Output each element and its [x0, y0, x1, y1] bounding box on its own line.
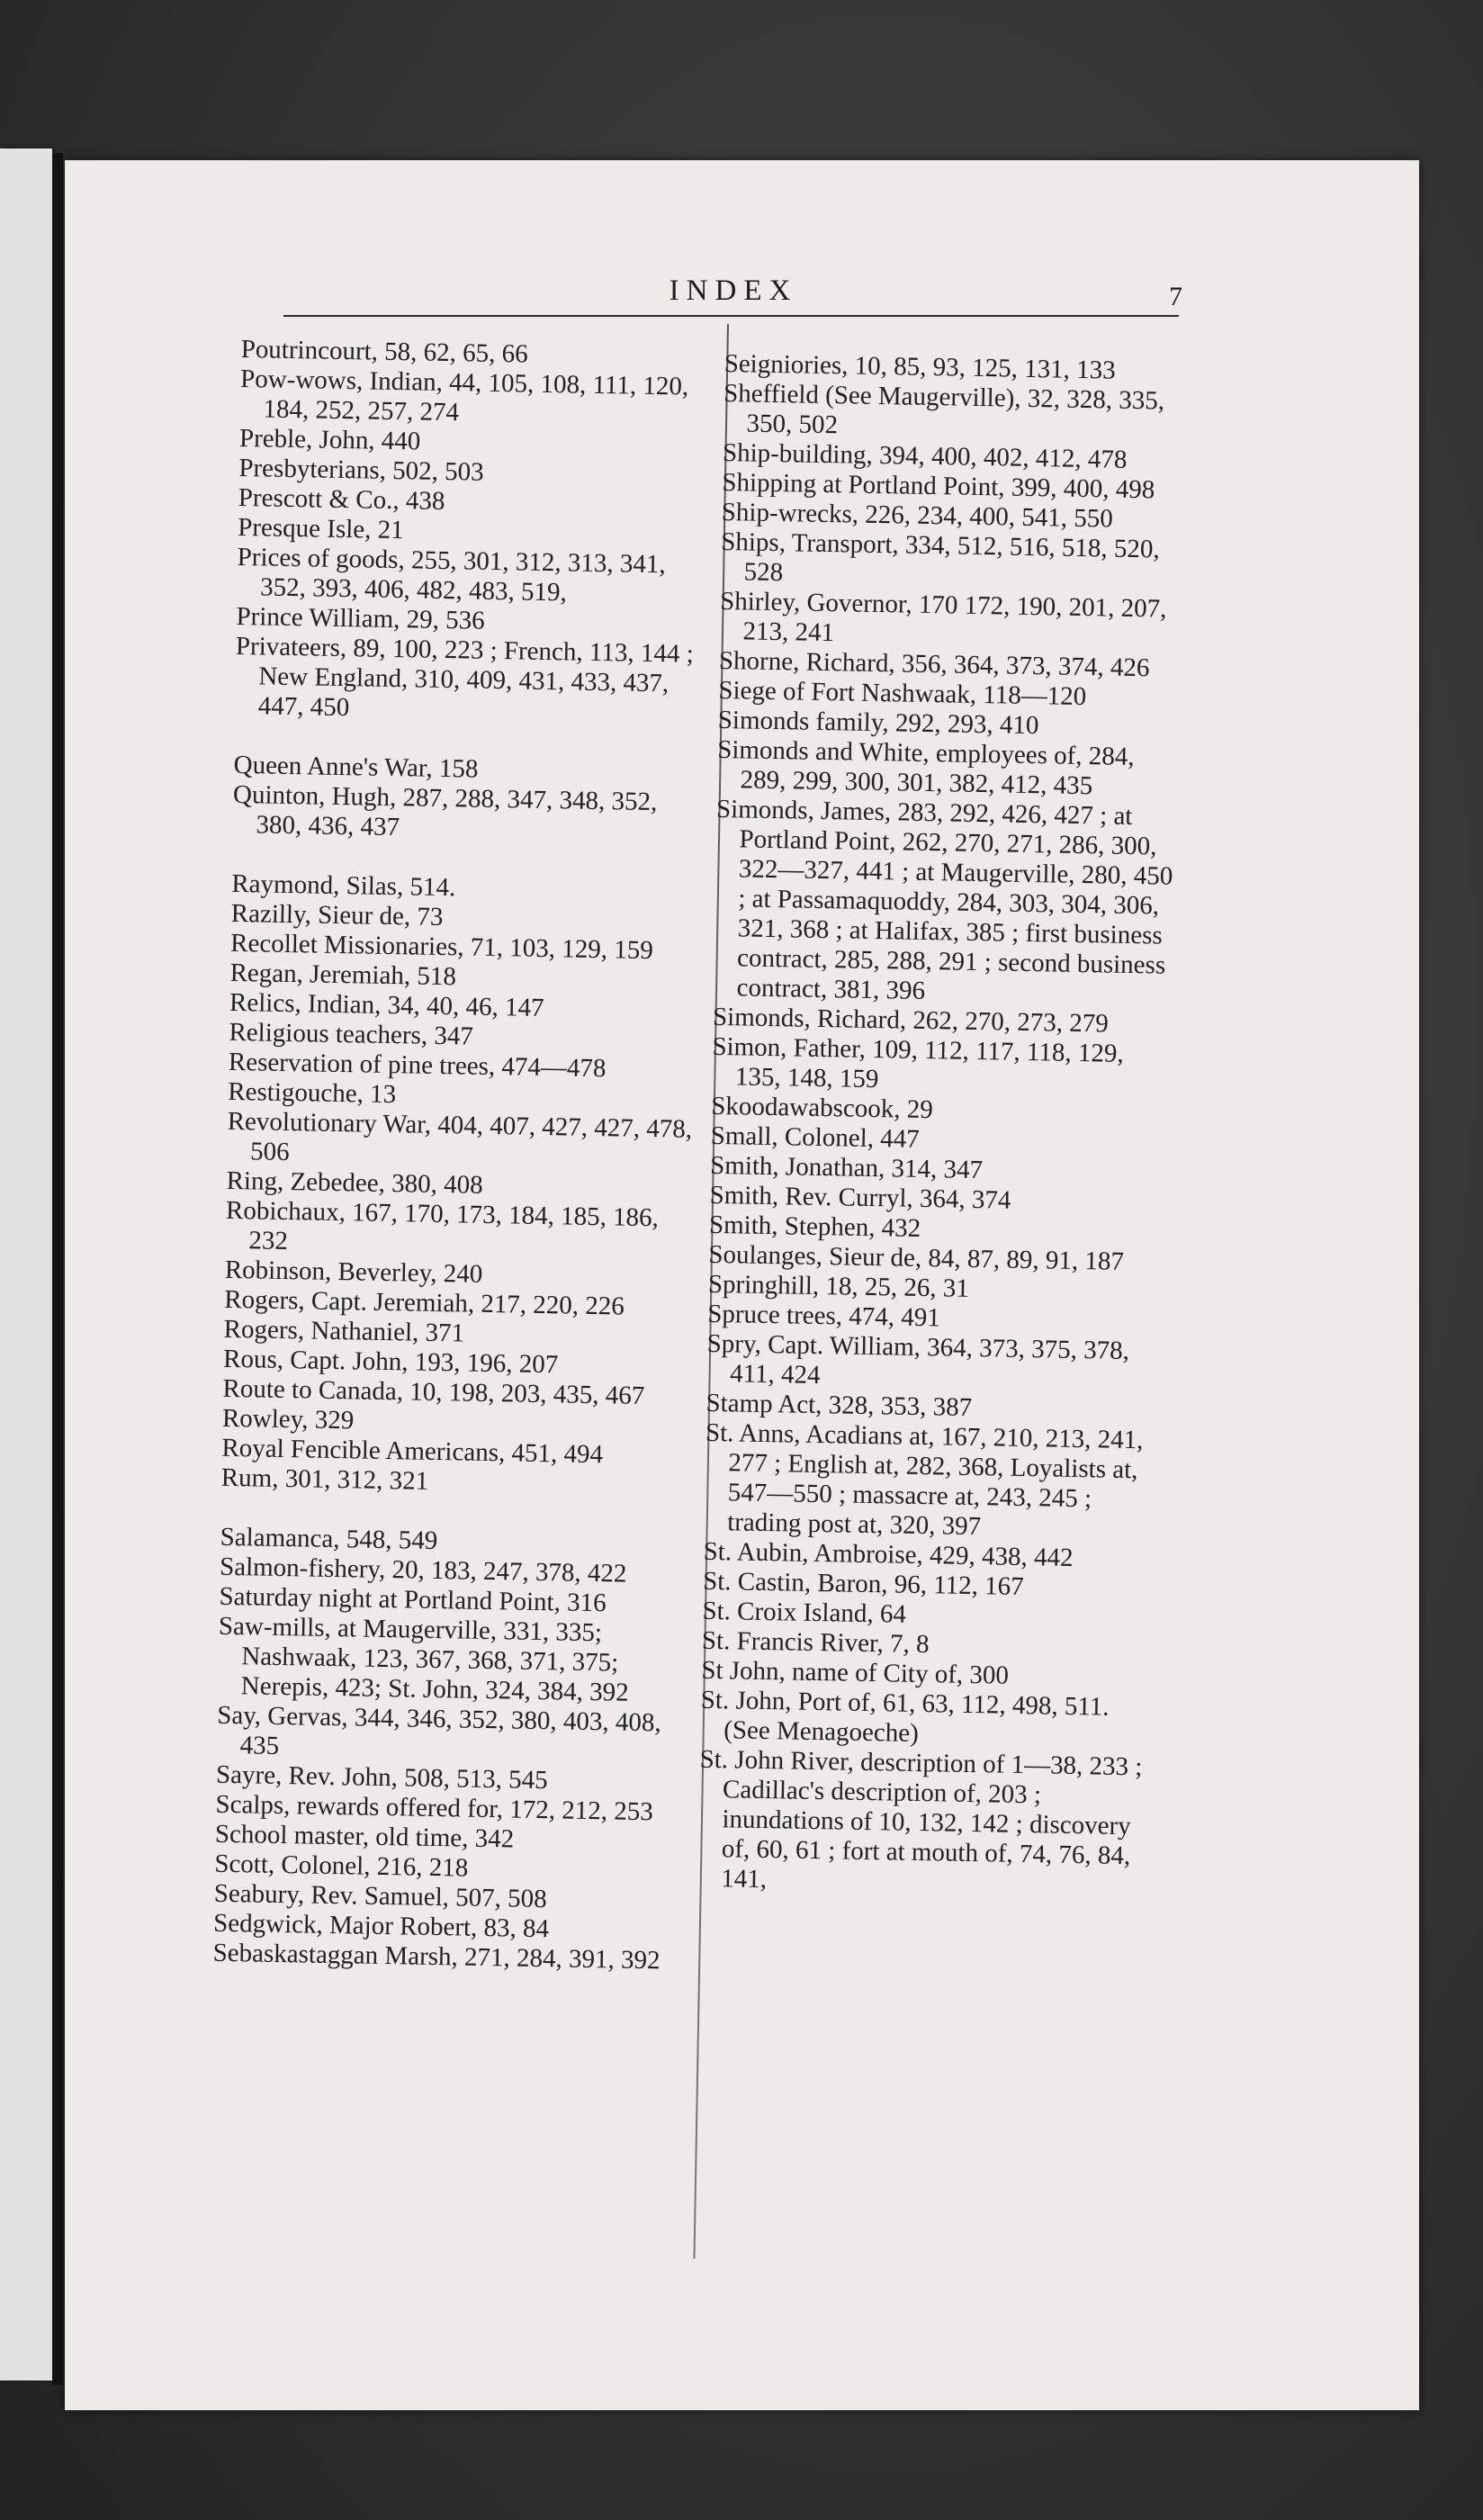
index-entry: Prescott & Co., 438 [238, 482, 445, 516]
index-entry: Scott, Colonel, 216, 218 [214, 1849, 469, 1883]
index-entry: Salmon-fishery, 20, 183, 247, 378, 422 [219, 1552, 627, 1588]
index-entry: St. Francis River, 7, 8 [701, 1625, 930, 1660]
index-entry: Simon, Father, 109, 112, 117, 118, 129, 135, 148, 159 [712, 1031, 1124, 1094]
index-entry: Recollet Missionaries, 71, 103, 129, 159 [229, 928, 654, 966]
index-entry: Sebaskastaggan Marsh, 271, 284, 391, 392 [212, 1938, 661, 1976]
adjacent-page-edge [0, 148, 52, 2380]
index-column-left [212, 335, 711, 1976]
index-entry: Reservation of pine trees, 474—478 [228, 1047, 607, 1084]
index-entry: Rous, Capt. John, 193, 196, 207 [222, 1344, 559, 1380]
index-entry: Sheffield (See Maugerville), 32, 328, 335, 350, 502 [723, 378, 1165, 440]
index-entry: Robichaux, 167, 170, 173, 184, 185, 186, 232 [225, 1195, 660, 1256]
index-entry: Religious teachers, 347 [229, 1017, 474, 1051]
index-entry: Rogers, Capt. Jeremiah, 217, 220, 226 [224, 1284, 625, 1321]
page-header [288, 266, 1182, 311]
index-entry: Pow-wows, Indian, 44, 105, 108, 111, 120, 184, 252, 257, 274 [239, 364, 689, 428]
index-entry: Sayre, Rev. John, 508, 513, 545 [215, 1760, 548, 1796]
page-gutter-shadow [52, 153, 63, 2385]
index-entry: Razilly, Sieur de, 73 [230, 898, 444, 932]
index-entry: Saw-mills, at Maugerville, 331, 335; Nashwaak, 123, 367, 368, 371, 375; Nerepis, 423; St. John, 324, 384, 392 [218, 1611, 629, 1707]
index-entry: Route to Canada, 10, 198, 203, 435, 467 [222, 1373, 645, 1411]
index-entry: Scalps, rewards offered for, 172, 212, 253 [215, 1789, 654, 1827]
index-entry: Queen Anne's War, 158 [233, 750, 479, 784]
index-entry: St. John, Port of, 61, 63, 112, 498, 511. (See Menagoeche) [700, 1685, 1110, 1748]
index-entry: Prince William, 29, 536 [236, 601, 485, 635]
index-entry: Quinton, Hugh, 287, 288, 347, 348, 352, 380, 436, 437 [232, 779, 658, 842]
index-entry: Ship-building, 394, 400, 402, 412, 478 [722, 437, 1128, 474]
index-entry: Ring, Zebedee, 380, 408 [226, 1166, 483, 1200]
index-entry: St. Croix Island, 64 [702, 1596, 907, 1629]
index-entry: Saturday night at Portland Point, 316 [219, 1581, 607, 1618]
index-entry: Smith, Rev. Curryl, 364, 374 [709, 1180, 1011, 1215]
index-entry: Soulanges, Sieur de, 84, 87, 89, 91, 187 [708, 1239, 1125, 1276]
index-entry: Simonds, Richard, 262, 270, 273, 279 [712, 1002, 1110, 1039]
header-rule [283, 315, 1179, 317]
page-title: INDEX [669, 274, 798, 307]
index-entry: Skoodawabscook, 29 [711, 1091, 934, 1125]
index-entry: Rum, 301, 312, 321 [220, 1462, 429, 1496]
index-entry: Restigouche, 13 [228, 1076, 397, 1110]
index-entry: Privateers, 89, 100, 223 ; French, 113, 144 ; New England, 310, 409, 431, 433, 437, 447, 450 [235, 631, 694, 723]
index-entry: Salamanca, 548, 549 [220, 1522, 438, 1556]
index-entry: Poutrincourt, 58, 62, 65, 66 [240, 335, 528, 369]
index-entry: Ship-wrecks, 226, 234, 400, 541, 550 [721, 497, 1114, 534]
index-entry: Smith, Jonathan, 314, 347 [709, 1150, 984, 1185]
index-entry: Spruce trees, 474, 491 [707, 1299, 941, 1333]
index-entry: Shorne, Richard, 356, 364, 373, 374, 426 [718, 645, 1150, 683]
index-entry: St. John River, description of 1—38, 233 ; Cadillac's description of, 203 ; inundations of 10, 132, 142 ; discovery of, 60, 61 ; fort at mouth of, 74, 76, 84, 141, [699, 1744, 1143, 1894]
index-entry: Rogers, Nathaniel, 371 [223, 1314, 465, 1348]
index-entry: Spry, Capt. William, 364, 373, 375, 378, 411, 424 [706, 1328, 1130, 1390]
index-entry: Smith, Stephen, 432 [708, 1210, 921, 1243]
index-entry: Say, Gervas, 344, 346, 352, 380, 403, 408, 435 [216, 1700, 661, 1760]
index-entry: Presque Isle, 21 [237, 512, 404, 545]
index-entry: Royal Fencible Americans, 451, 494 [221, 1433, 604, 1470]
index-entry: Sedgwick, Major Robert, 83, 84 [212, 1908, 550, 1944]
index-entry: St. Aubin, Ambroise, 429, 438, 442 [703, 1536, 1074, 1572]
index-column-right [697, 349, 1183, 1902]
index-entry: Raymond, Silas, 514. [231, 868, 456, 903]
index-entry: Seigniories, 10, 85, 93, 125, 131, 133 [724, 349, 1116, 385]
index-entry: Springhill, 18, 25, 26, 31 [707, 1269, 970, 1303]
index-entry: Simonds family, 292, 293, 410 [717, 705, 1039, 741]
index-entry: Regan, Jeremiah, 518 [229, 958, 457, 992]
index-entry: Simonds, James, 283, 292, 426, 427 ; at Portland Point, 262, 270, 271, 286, 300, 322—327, 441 ; at Maugerville, 280, 450 ; at Passamaquoddy, 284, 303, 304, 306, 321, 368 ; at Halifax, 385 ; first business contract, 285, 288, 291 ; second business contract, 381, 396 [715, 794, 1173, 1005]
index-entry: St John, name of City of, 300 [701, 1655, 1010, 1690]
index-entry: Ships, Transport, 334, 512, 516, 518, 520, 528 [720, 526, 1160, 588]
index-entry: Shipping at Portland Point, 399, 400, 498 [722, 467, 1155, 505]
index-entry: St. Castin, Baron, 96, 112, 167 [702, 1566, 1024, 1602]
index-entry: Robinson, Beverley, 240 [224, 1255, 483, 1289]
index-entry: Siege of Fort Nashwaak, 118—120 [718, 675, 1087, 712]
index-entry: Prices of goods, 255, 301, 312, 313, 341, 352, 393, 406, 482, 483, 519, [237, 542, 666, 608]
index-entry: Preble, John, 440 [238, 423, 421, 456]
index-entry: Revolutionary War, 404, 407, 427, 427, 478, 506 [227, 1106, 693, 1167]
page-number: 7 [1169, 282, 1182, 311]
index-entry: St. Anns, Acadians at, 167, 210, 213, 241, 277 ; English at, 282, 368, Loyalists at, 547—550 ; massacre at, 243, 245 ; trading post at, 320, 397 [705, 1418, 1144, 1542]
index-entry: Stamp Act, 328, 353, 387 [706, 1388, 973, 1422]
index-entry: Seabury, Rev. Samuel, 507, 508 [213, 1878, 547, 1914]
index-entry: Presbyterians, 502, 503 [238, 453, 484, 487]
index-entry: Shirley, Governor, 170 172, 190, 201, 207, 213, 241 [719, 586, 1167, 648]
index-entry: Simonds and White, employees of, 284, 289, 299, 300, 301, 382, 412, 435 [716, 734, 1135, 801]
index-entry: School master, old time, 342 [214, 1819, 515, 1854]
index-entry: Small, Colonel, 447 [710, 1120, 920, 1154]
index-entry: Relics, Indian, 34, 40, 46, 147 [229, 987, 544, 1022]
index-entry: Rowley, 329 [221, 1403, 355, 1436]
